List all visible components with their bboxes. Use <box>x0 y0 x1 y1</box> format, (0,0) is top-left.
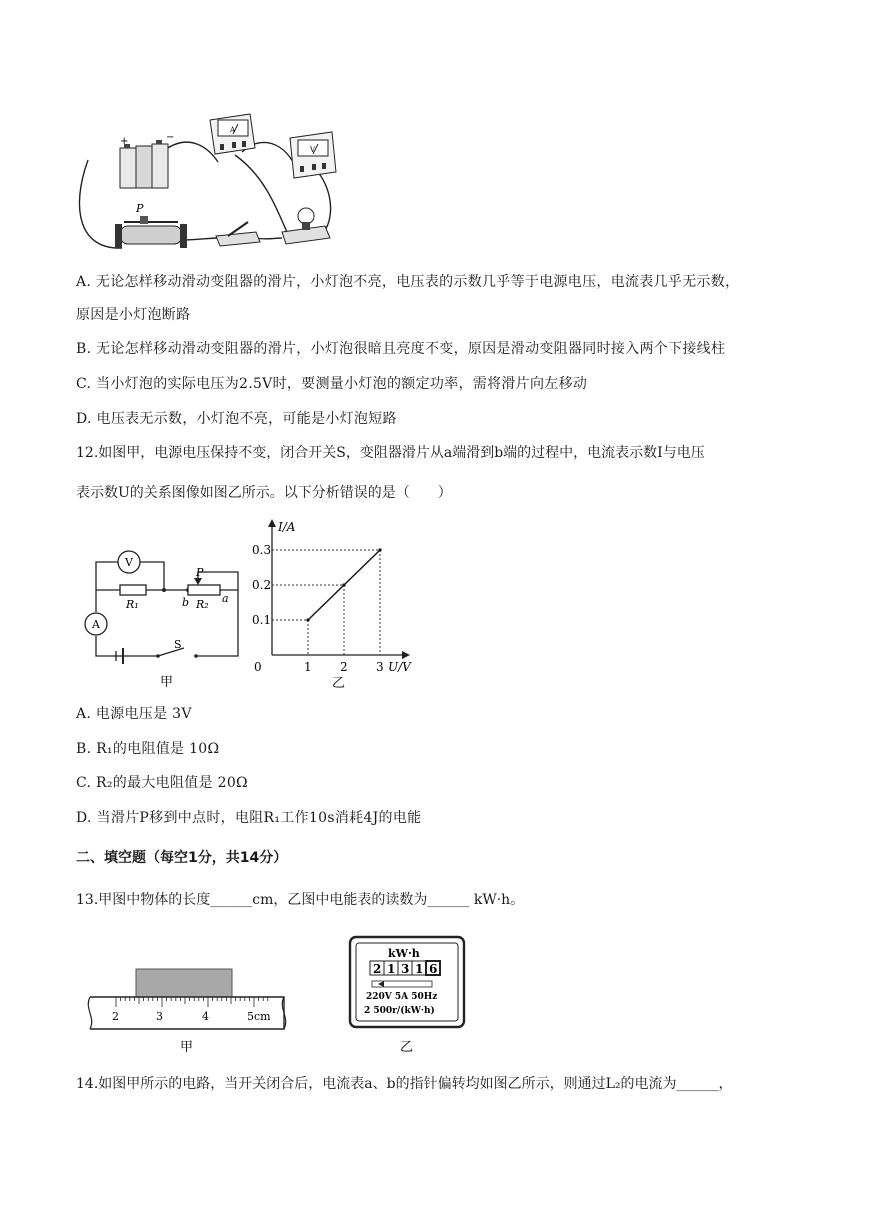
svg-text:P: P <box>196 566 204 579</box>
svg-text:6: 6 <box>429 962 438 976</box>
svg-text:甲: 甲 <box>160 675 174 690</box>
y-axis-label: I/A <box>278 520 296 534</box>
x-axis-label: U/V <box>388 660 411 674</box>
svg-text:3: 3 <box>156 1010 163 1023</box>
ammeter-device <box>210 114 255 154</box>
svg-text:乙: 乙 <box>400 1040 414 1055</box>
svg-text:1: 1 <box>415 962 424 976</box>
section-heading: 二、填空题（每空1分，共14分） <box>76 850 288 866</box>
svg-text:4: 4 <box>202 1010 209 1023</box>
svg-text:A: A <box>92 618 100 631</box>
svg-text:b: b <box>182 596 190 609</box>
svg-text:3: 3 <box>401 962 410 976</box>
origin-label: 0 <box>254 660 262 674</box>
q12-iu-graph <box>250 515 420 695</box>
q11-experiment-figure <box>70 100 370 260</box>
y-tick-label: 0.1 <box>252 613 272 627</box>
q13-energy-meter <box>346 935 468 1060</box>
data-point <box>378 548 381 551</box>
svg-text:kW·h: kW·h <box>388 947 420 960</box>
graph-caption: 乙 <box>332 676 346 691</box>
rheostat-device <box>115 202 187 248</box>
svg-text:a: a <box>222 592 229 605</box>
battery-pack <box>120 132 174 188</box>
q11-option-b: B. 无论怎样移动滑动变阻器的滑片，小灯泡很暗且亮度不变，原因是滑动变阻器同时接入两个下接线柱 <box>76 341 726 357</box>
resistor-r1 <box>120 585 146 595</box>
q11-option-d: D. 电压表无示数，小灯泡不亮，可能是小灯泡短路 <box>76 411 397 427</box>
svg-text:P: P <box>136 202 144 215</box>
q11-option-a-cont: 原因是小灯泡断路 <box>76 307 191 323</box>
q11-option-c: C. 当小灯泡的实际电压为2.5V时，要测量小灯泡的额定功率，需将滑片向左移动 <box>76 376 588 392</box>
x-tick-label: 3 <box>376 660 384 674</box>
q13-ruler-figure <box>84 965 294 1060</box>
q12-option-b: B. R₁的电阻值是 10Ω <box>76 741 220 757</box>
svg-text:S: S <box>174 638 182 651</box>
q12-option-a: A. 电源电压是 3V <box>76 706 192 722</box>
svg-text:+: + <box>120 136 129 147</box>
y-tick-label: 0.3 <box>252 543 272 557</box>
q12-circuit-diagram <box>78 540 243 690</box>
svg-text:甲: 甲 <box>180 1040 194 1055</box>
y-tick-label: 0.2 <box>252 578 272 592</box>
svg-text:V: V <box>310 146 316 154</box>
y-axis-arrow <box>268 519 276 527</box>
svg-text:R₂: R₂ <box>196 598 209 611</box>
svg-text:1: 1 <box>387 962 396 976</box>
svg-text:2: 2 <box>112 1010 119 1023</box>
lamp-device <box>282 208 330 244</box>
svg-text:R₁: R₁ <box>126 598 139 611</box>
q12-stem-line1: 12.如图甲，电源电压保持不变，闭合开关S，变阻器滑片从a端滑到b端的过程中，电流表示数I与电压 <box>76 445 705 461</box>
data-point <box>306 618 309 621</box>
svg-text:A: A <box>230 126 236 134</box>
q11-option-a: A. 无论怎样移动滑动变阻器的滑片，小灯泡不亮，电压表的示数几乎等于电源电压，电流表几乎无示数， <box>76 274 740 290</box>
q12-option-d: D. 当滑片P移到中点时，电阻R₁工作10s消耗4J的电能 <box>76 810 422 826</box>
q14-stem: 14.如图甲所示的电路，当开关闭合后，电流表a、b的指针偏转均如图乙所示，则通过L₂的电流为______， <box>76 1076 733 1092</box>
x-tick-label: 2 <box>340 660 348 674</box>
q12-option-c: C. R₂的最大电阻值是 20Ω <box>76 775 248 791</box>
switch-device <box>216 222 260 246</box>
x-tick-label: 1 <box>304 660 312 674</box>
svg-text:5cm: 5cm <box>247 1010 271 1023</box>
meter-digits <box>370 961 440 976</box>
q12-stem-line2: 表示数U的关系图像如图乙所示。以下分析错误的是（ ） <box>76 485 452 501</box>
svg-text:220V 5A 50Hz: 220V 5A 50Hz <box>366 992 438 1002</box>
x-axis-arrow <box>402 651 410 659</box>
svg-text:−: − <box>166 132 175 143</box>
data-point <box>342 583 345 586</box>
svg-text:V: V <box>125 556 133 569</box>
svg-text:2 500r/(kW·h): 2 500r/(kW·h) <box>364 1006 435 1016</box>
rheostat-r2 <box>188 585 220 595</box>
voltmeter-device <box>290 132 336 178</box>
svg-text:2: 2 <box>373 962 382 976</box>
measured-object <box>136 969 232 997</box>
q13-stem: 13.甲图中物体的长度______cm，乙图中电能表的读数为______ kW·h。 <box>76 892 525 908</box>
